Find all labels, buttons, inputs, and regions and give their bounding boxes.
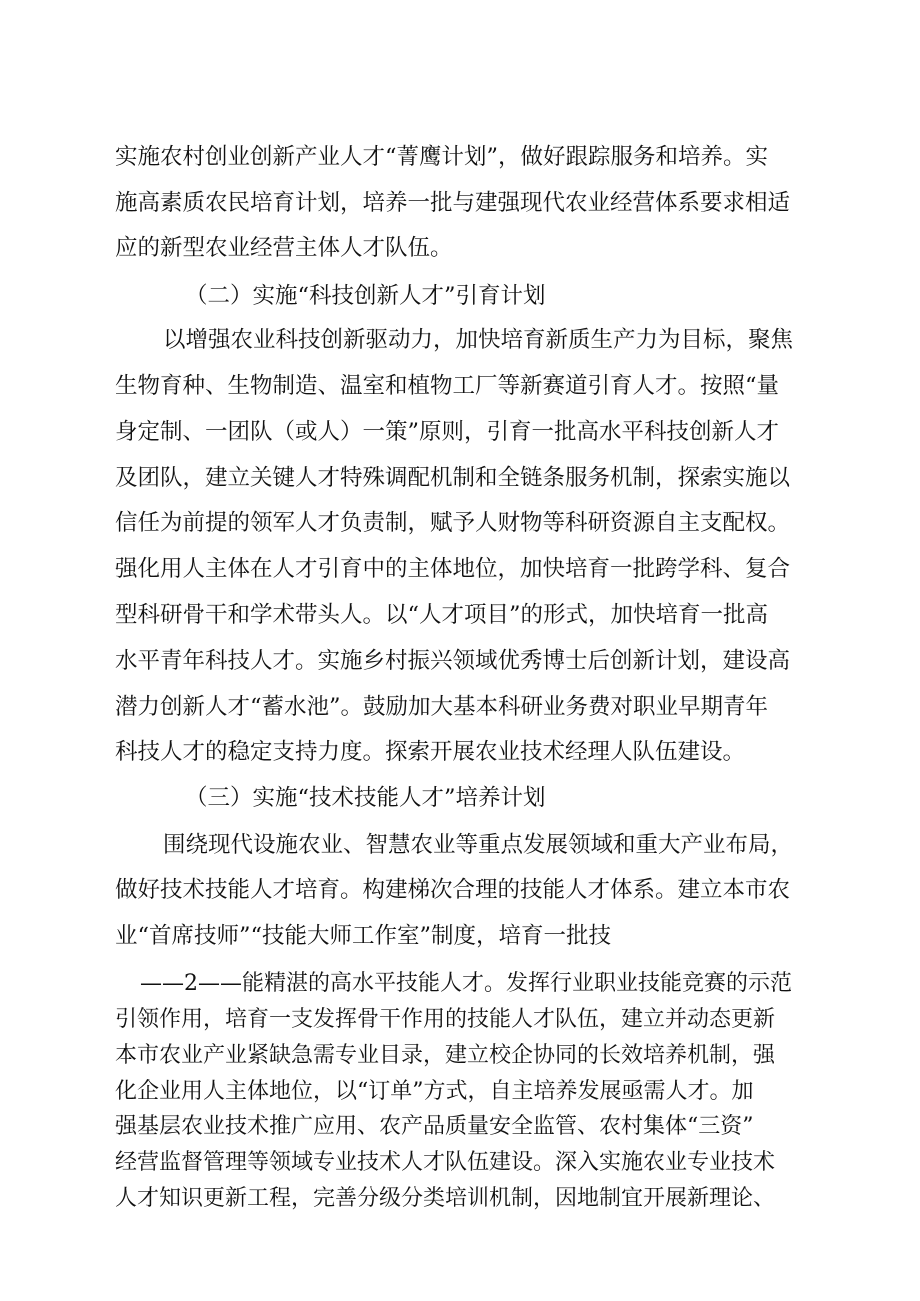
section-heading: （二）实施“科技创新人才”引育计划	[185, 283, 546, 309]
text-line: 型科研骨干和学术带头人。以“人才项目”的形式，加快培育一批高	[115, 602, 769, 628]
text-line: 本市农业产业紧缺急需专业目录，建立校企协同的长效培养机制，强	[115, 1043, 776, 1068]
text-line: 水平青年科技人才。实施乡村振兴领域优秀博士后创新计划，建设高	[115, 648, 791, 674]
section-heading: （三）实施“技术技能人才”培养计划	[185, 785, 546, 811]
text-line: 强基层农业技术推广应用、农产品质量安全监管、农村集体“三资”	[115, 1114, 754, 1139]
text-line: 引领作用，培育一支发挥骨干作用的技能人才队伍，建立并动态更新	[115, 1007, 776, 1032]
text-line: 化企业用人主体地位，以“订单”方式，自主培养发展亟需人才。加	[115, 1079, 754, 1104]
page-number-line: ——2——能精湛的高水平技能人才。发挥行业职业技能竞赛的示范	[140, 971, 792, 996]
text-line: 业“首席技师”“技能大师工作室”制度，培育一批技	[115, 923, 612, 949]
text-line: 信任为前提的领军人才负责制，赋予人财物等科研资源自主支配权。	[115, 510, 791, 536]
text-line: 及团队，建立关键人才特殊调配机制和全链条服务机制，探索实施以	[115, 465, 791, 491]
text-line: 科技人才的稳定支持力度。探索开展农业技术经理人队伍建设。	[115, 739, 746, 765]
text-line: 生物育种、生物制造、温室和植物工厂等新赛道引育人才。按照“量	[115, 373, 780, 399]
text-line: 做好技术技能人才培育。构建梯次合理的技能人才体系。建立本市农	[115, 877, 791, 903]
text-line: 实施农村创业创新产业人才“菁鹰计划”，做好跟踪服务和培养。实	[115, 144, 769, 170]
text-line: 应的新型农业经营主体人才队伍。	[115, 235, 453, 261]
text-line: 经营监督管理等领域专业技术人才队伍建设。深入实施农业专业技术	[115, 1150, 776, 1175]
text-line: 潜力创新人才“蓄水池”。鼓励加大基本科研业务费对职业早期青年	[115, 694, 769, 720]
text-line: 强化用人主体在人才引育中的主体地位，加快培育一批跨学科、复合	[115, 556, 791, 582]
text-line: 以增强农业科技创新驱动力，加快培育新质生产力为目标，聚焦	[163, 327, 794, 353]
text-line: 身定制、一团队（或人）一策”原则，引育一批高水平科技创新人才	[115, 419, 780, 445]
text-line: 施高素质农民培育计划，培养一批与建强现代农业经营体系要求相适	[115, 190, 791, 216]
text-line: 人才知识更新工程，完善分级分类培训机制，因地制宜开展新理论、	[115, 1186, 776, 1211]
text-line: 围绕现代设施农业、智慧农业等重点发展领域和重大产业布局，	[163, 832, 794, 858]
